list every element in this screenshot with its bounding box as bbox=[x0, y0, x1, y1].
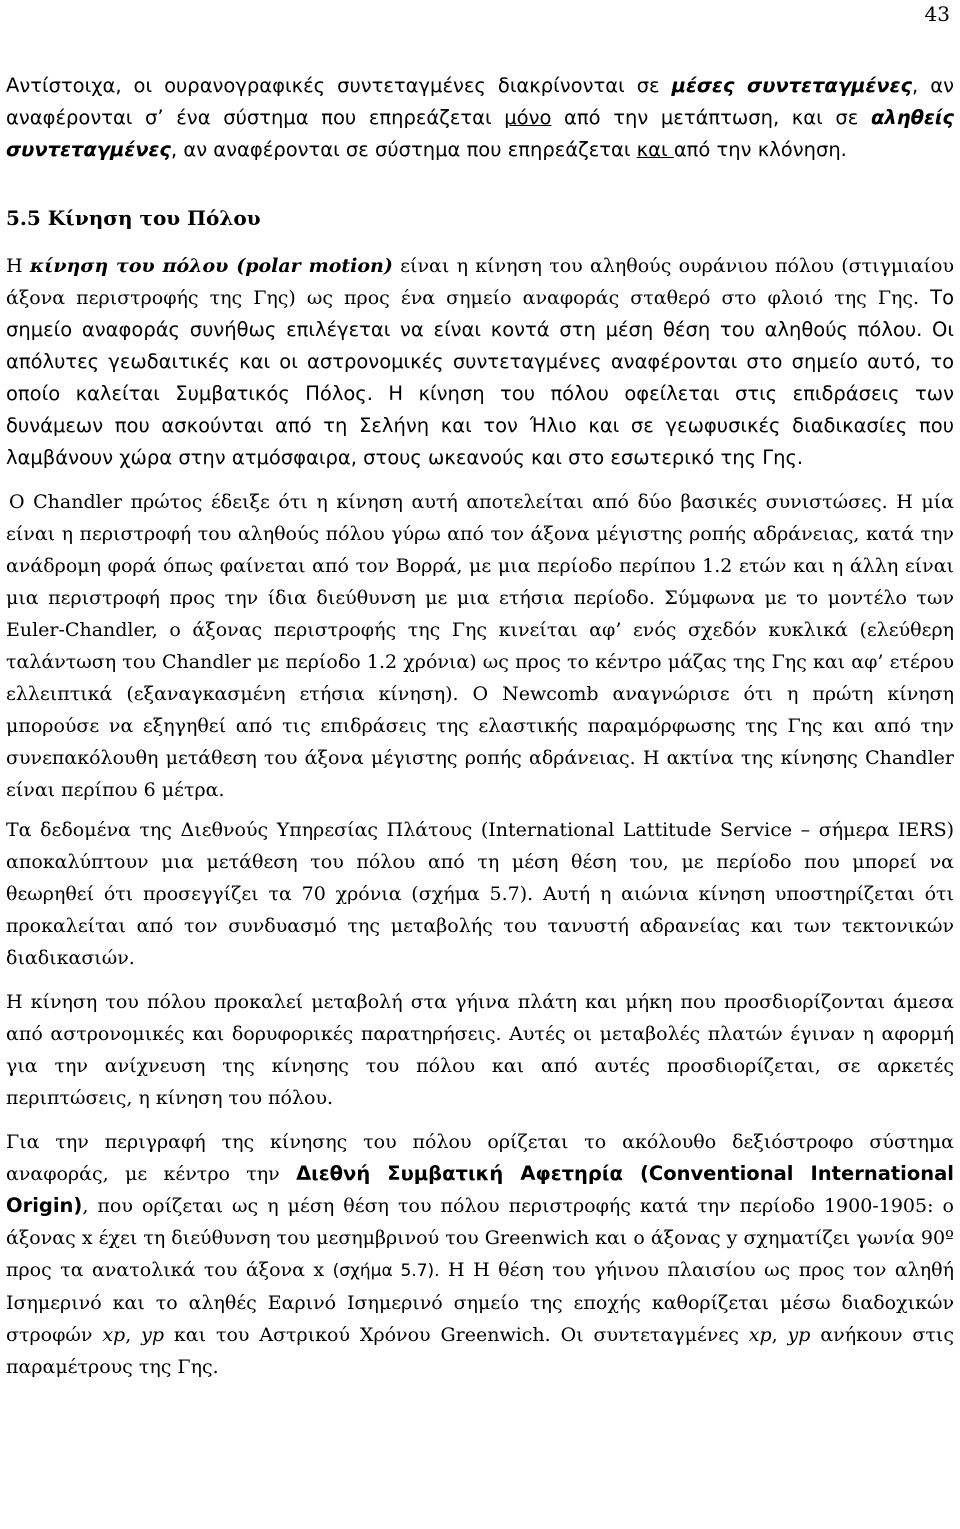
intro-text-2: , αν αναφέρονται σ’ ένα σύστημα που επηρεάζεται bbox=[6, 74, 954, 129]
cio-text-3: Η Η θέση του γήινου πλαισίου ως προς τον αληθή Ισημερινό και το αληθές Εαρινό Ισημερινό σημείο της εποχής καθορίζεται μέσω διαδοχικών στροφών bbox=[6, 1259, 954, 1346]
intro-text-1: Αντίστοιχα, οι ουρανογραφικές συντεταγμένες διακρίνονται σε bbox=[6, 74, 672, 97]
figure-reference: (σχήμα 5.7). bbox=[332, 1261, 440, 1281]
cio-paragraph bbox=[6, 1126, 954, 1383]
cio-text-1: Για την περιγραφή της κίνησης του πόλου ορίζεται το ακόλουθο δεξιόστροφο σύστημα αναφοράς, με κέντρο την bbox=[6, 1131, 954, 1185]
intro-paragraph bbox=[6, 70, 954, 166]
polar-motion-paragraph bbox=[6, 250, 954, 474]
var-xp: xp bbox=[102, 1324, 126, 1346]
underlined-also: και bbox=[636, 138, 674, 161]
term-polar-motion: κίνηση του πόλου (polar motion) bbox=[29, 255, 393, 277]
cio-text-4: , bbox=[125, 1324, 142, 1346]
motion-text-1: Η bbox=[6, 255, 30, 277]
motion-text-2: είναι η κίνηση του αληθούς ουράνιου πόλου (στιγμιαίου άξονα περιστροφής της Γης) ως προς ένα σημείο αναφοράς σταθερό στο φλοιό της Γης. bbox=[6, 255, 954, 309]
intro-text-3: από την μετάπτωση, και σε bbox=[551, 106, 871, 129]
var-xp-2: xp bbox=[748, 1324, 772, 1346]
var-yp-2: yp bbox=[787, 1324, 811, 1346]
latitude-longitude-paragraph: Η κίνηση του πόλου προκαλεί μεταβολή στα γήινα πλάτη και μήκη που προσδιορίζονται άμεσα από αστρονομικές και δορυφορικές παρατηρήσεις. Αυτές οι μεταβολές πλατών έγιναν η αφορμή για την ανίχνευση της κίνησης του πόλου και από αυτές προσδιορίζεται, σε αρκετές περιπτώσεις, η κίνηση του πόλου. bbox=[6, 991, 954, 1109]
var-yp: yp bbox=[141, 1324, 165, 1346]
cio-text-7: ανήκουν στις παραμέτρους της Γης. bbox=[6, 1324, 954, 1378]
intro-text-4: , αν αναφέρονται σε σύστημα που επηρεάζεται bbox=[170, 138, 637, 161]
cio-text-5: και του Αστρικού Χρόνου Greenwich. Οι συντεταγμένες bbox=[164, 1324, 749, 1346]
chandler-paragraph: Ο Chandler πρώτος έδειξε ότι η κίνηση αυτή αποτελείται από δύο βασικές συνιστώσες. Η μία είναι η περιστροφή του αληθούς πόλου γύρω από τον άξονα μέγιστης ροπής αδράνειας, κατά την ανάδρομη φορά όπως φαίνεται από τον Βορρά, με μια περίοδο περίπου 1.2 ετών και η άλλη είναι μια περιστροφή προς την ίδια διεύθυνση με μια ετήσια περίοδο. Σύμφωνα με το μοντέλο των Euler-Chandler, ο άξονας περιστροφής της Γης κινείται αφ’ ενός σχεδόν κυκλικά (ελεύθερη ταλάντωση του Chandler με περίοδο 1.2 χρόνια) ως προς το κέντρο μάζας της Γης και αφ’ ετέρου ελλειπτικά (εξαναγκασμένη ετήσια κίνηση). Ο Newcomb αναγνώρισε ότι η πρώτη κίνηση μπορούσε να εξηγηθεί από τις επιδράσεις της ελαστικής παραμόρφωσης της Γης και από την συνεπακόλουθη μετάθεση του άξονα μέγιστης ροπής αδράνειας. Η ακτίνα της κίνησης Chandler είναι περίπου 6 μέτρα. bbox=[6, 491, 954, 801]
term-mean-coordinates: μέσες συντεταγμένες bbox=[671, 74, 913, 97]
cio-text-6: , bbox=[771, 1324, 788, 1346]
motion-text-3: Το σημείο αναφοράς συνήθως επιλέγεται να είναι κοντά στη μέση θέση του αληθούς πόλου. Οι απόλυτες γεωδαιτικές και οι αστρονομικές συντεταγμένες αναφέρονται στο σημείο αυτό, το οποίο καλείται Συμβατικός Πόλος. Η κίνηση του πόλου οφείλεται στις επιδράσεις των δυνάμεων που ασκούνται από τη Σελήνη και τον Ήλιο και σε γεωφυσικές διαδικασίες που λαμβάνουν χώρα στην ατμόσφαιρα, στους ωκεανούς και στο εσωτερικό της Γης. bbox=[6, 286, 954, 469]
cio-text-2: , που ορίζεται ως η μέση θέση του πόλου περιστροφής κατά την περίοδο 1900-1905: ο άξονας x έχει τη διεύθυνση του μεσημβρινού του Greenwich και ο άξονας y σχηματίζει γωνία 90º προς τα ανατολικά του άξονα x bbox=[6, 1195, 954, 1281]
term-conventional-international-origin: Διεθνή Συμβατική Αφετηρία (Conventional International Origin) bbox=[6, 1162, 954, 1217]
intro-text-5: από την κλόνηση. bbox=[673, 138, 847, 161]
section-heading: 5.5 Κίνηση του Πόλου bbox=[6, 206, 261, 230]
page-body bbox=[6, 70, 954, 1383]
ils-paragraph: Τα δεδομένα της Διεθνούς Υπηρεσίας Πλάτους (International Lattitude Service – σήμερα IERS) αποκαλύπτουν μια μετάθεση του πόλου από τη μέση θέση του, με περίοδο που μπορεί να θεωρηθεί ότι προσεγγίζει τα 70 χρόνια (σχήμα 5.7). Αυτή η αιώνια κίνηση υποστηρίζεται ότι προκαλείται από τον συνδυασμό της μεταβολής του τανυστή αδρανείας και των τεκτονικών διαδικασιών. bbox=[6, 819, 954, 969]
term-true-coordinates: αληθείς συντεταγμένες bbox=[6, 106, 954, 161]
underlined-only: μόνο bbox=[504, 106, 552, 129]
page-number: 43 bbox=[924, 2, 950, 26]
